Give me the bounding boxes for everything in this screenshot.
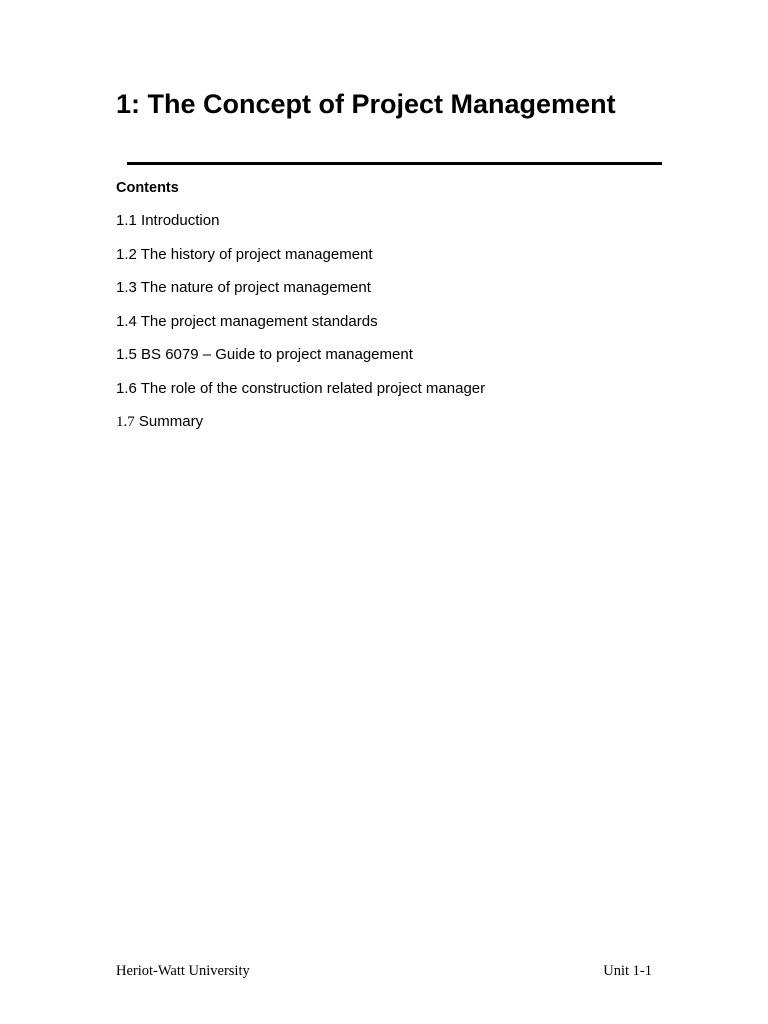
toc-label: The history of project management [140, 245, 373, 263]
toc-number: 1.4 [116, 312, 137, 330]
toc-label: Summary [138, 413, 204, 430]
toc-item-1-1 [116, 212, 485, 246]
footer-institution: Heriot-Watt University [116, 963, 250, 979]
page-title: 1: The Concept of Project Management [116, 89, 616, 119]
toc-item-1-2 [116, 246, 485, 280]
toc-label: BS 6079 – Guide to project management [141, 346, 413, 363]
toc-number: 1.2 [116, 245, 137, 263]
table-of-contents [116, 212, 485, 447]
toc-item-1-3 [116, 279, 485, 313]
toc-label: The nature of project management [140, 279, 371, 296]
toc-item-1-4 [116, 313, 485, 347]
footer-page-number: Unit 1-1 [603, 963, 652, 979]
toc-item-1-5 [116, 346, 485, 380]
toc-number: 1.6 [116, 379, 137, 397]
toc-number: 1.5 [116, 346, 137, 363]
title-divider [127, 162, 662, 165]
toc-item-1-6 [116, 380, 485, 414]
contents-heading: Contents [116, 180, 179, 196]
toc-label: Introduction [141, 212, 220, 229]
toc-number: 1.7 [116, 414, 135, 430]
toc-number: 1.1 [116, 212, 137, 229]
toc-item-1-7 [116, 413, 485, 447]
toc-label: The project management standards [140, 312, 378, 330]
toc-number: 1.3 [116, 279, 137, 296]
toc-label: The role of the construction related project manager [140, 379, 486, 397]
